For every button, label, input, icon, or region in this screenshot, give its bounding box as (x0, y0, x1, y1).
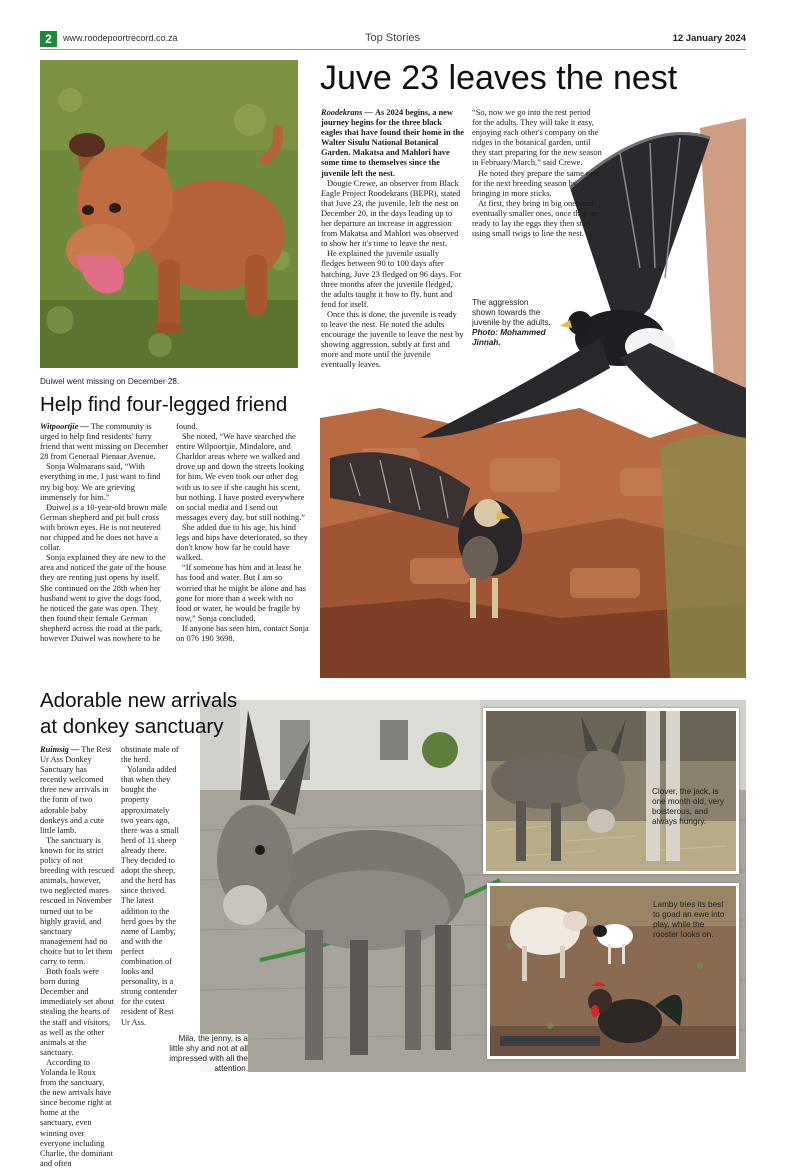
dog-story-paragraph: “If someone has him and at least he has food and water. But I am so worried that he might be alone and has gone for more than a week with no food or water, he would be fragile by now,” Sonja concluded. (176, 563, 307, 623)
dog-photo (40, 60, 298, 368)
dog-story-paragraph: She noted, “We have searched the entire Wilpoortjie, Mindalore, and Charldor areas where we walked and drove up and down the streets looking for him. We even took our other dog with us to see if she caught his scent, but nothing. I have posted everywhere on social media and I send out messages every day, but still nothing.” (176, 432, 306, 522)
dog-story-paragraph: She added due to his age, his hind legs and hips have deteriorated, so they don't know how far he could have walked. (176, 522, 308, 563)
page-number-badge: 2 (40, 31, 57, 47)
dog-story-paragraph: Sonja explained they are new to the area and noticed the gate of the house they are renting just opens by itself. She continued on the 28th when her husband went to give the dogs food, he noticed the gate was open. They then found their female German shepherd across the road at the park, however Duiwel was nowhere to be (40, 553, 167, 643)
page-header (40, 31, 746, 50)
eagle-story-paragraph: Once this is done, the juvenile is ready to leave the nest. He noted the adults encourage the juvenile to leave the nest by showing aggression, subtly at first and more and more until the juvenile eventually leaves. (321, 309, 464, 370)
eagle-story-paragraph: “So, now we go into the rest period for the adults. They will take it easy, enjoying each other's company on the ridges in the botanical garden, until they start preparing for the new season in February/March,” said Crewe. (472, 108, 602, 168)
dog-story-paragraph: The community is urged to help find residents' furry friend that went missing on December 28 from Generaal Pienaar Avenue. (40, 422, 169, 462)
dog-story-column-2 (176, 422, 310, 679)
eagle-story-lead: As 2024 begins, a new journey begins for the three black eagles that have found their home in the Walter Sisulu National Botanical Garden. Makatsa and Mahlori have some time to themselves since the juvenile left the nest. (321, 108, 464, 178)
eagle-story-column-2 (472, 108, 602, 278)
donkey-story-paragraph: According to Yolanda le Roux from the sanctuary, the new arrivals have since become right at home at the sanctuary, even winning over everyone including Charlie, the dominant and often (40, 1057, 113, 1168)
dog-story-column-1 (40, 422, 171, 679)
dog-story-paragraph: Duiwel is a 10-year-old brown male German shepherd and pit bull cross with brown eyes. He is not neutered nor chipped and he does not have a collar. (40, 502, 167, 553)
dog-story-paragraph: found. (176, 422, 198, 431)
dog-story-paragraph: If anyone has seen him, contact Sonja on 076 190 3698. (176, 623, 309, 643)
website-url[interactable]: www.roodepoortrecord.co.za (63, 33, 178, 43)
donkey-story-paragraph: Yolanda added that when they bought the property approximately two years ago, there was a small herd of 11 sheep already there. They decided to adopt the sheep, and the herd has since thrived. The latest addition to the herd goes by the name of Lamby, and with the perfect combination of looks and personality, is a strong contender for the cutest resident of Rest Ur Ass. (121, 765, 179, 1027)
section-label: Top Stories (365, 32, 421, 44)
donkey-story-paragraph: The sanctuary is known for its strict policy of not breeding with rescued animals, however, two neglected mares rescued in November turned out to be highly gravid, and sanctuary management had no choice but to let them carry to term. (40, 835, 114, 966)
donkey-story-paragraph: The Rest Ur Ass Donkey Sanctuary has recently welcomed three new arrivals in the form of two adorable baby donkeys and a cute little lamb. (40, 745, 112, 835)
eagle-story-paragraph: At first, they bring in big ones and eventually smaller ones, once they are ready to lay the eggs they then start using small twigs to line the nest. (472, 198, 600, 239)
mila-caption: Mila, the jenny, is a little shy and not at all impressed with all the attention. (169, 1034, 248, 1073)
donkey-headline-line-2: at donkey sanctuary (40, 715, 224, 738)
eagle-photo-caption (472, 298, 552, 348)
clover-caption: Clover, the jack, is one month old, very boisterous, and always hungry. (652, 787, 724, 826)
eagle-story-dateline: Roodekrans — (321, 108, 373, 117)
eagle-story-paragraph: Dougie Crewe, an observer from Black Eagle Project Roodekrans (BEPR), stated that Juve 23, the juvenile, left the nest on December 20, in the days leading up to her departure an increase in aggression from Makatsa and Mahlori was observed to show her it's time to leave the nest. (321, 178, 461, 249)
dog-photo-caption: Duiwel went missing on December 28. (40, 377, 180, 386)
eagle-story-headline: Juve 23 leaves the nest (320, 59, 678, 97)
eagle-caption-text: The aggression shown towards the juvenile by the adults. (472, 298, 551, 327)
lamby-caption: Lamby tries its best to goad an ewe into play, while the rooster looks on. (653, 900, 725, 939)
donkey-story-column-2 (121, 745, 180, 1027)
donkey-story-paragraph: obstinate male of the herd. (121, 745, 179, 765)
eagle-photo-credit: Photo: Mohammed Jinnah. (472, 328, 546, 347)
issue-date: 12 January 2024 (672, 33, 746, 44)
donkey-story-headline (40, 688, 280, 740)
eagle-story-paragraph: He noted they prepare the same nest for the next breeding season by bringing in more sticks. (472, 168, 600, 198)
donkey-story-dateline: Ruimsig — (40, 745, 80, 754)
donkey-headline-line-1: Adorable new arrivals (40, 689, 238, 712)
eagle-story-paragraph: He explained the juvenile usually fledges between 90 to 100 days after hatching, Juve 23 fledged on 96 days. For three months after the juvenile fledged, the adults taught it how to fly, hunt and fend for itself. (321, 249, 462, 309)
dog-story-paragraph: Sonja Wolmarans said, “With everything in me, I just want to find my big boy. We are grieving immensely for him.” (40, 462, 161, 502)
dog-story-headline: Help find four-legged friend (40, 393, 288, 416)
eagle-story-column-1 (321, 108, 464, 412)
donkey-story-column-1 (40, 745, 114, 1168)
donkey-story-paragraph: Both foals were born during December and immediately set about stealing the hearts of the staff and visitors, as well as the other animals at the sanctuary. (40, 967, 114, 1057)
dog-story-dateline: Witpoortjie — (40, 422, 89, 431)
